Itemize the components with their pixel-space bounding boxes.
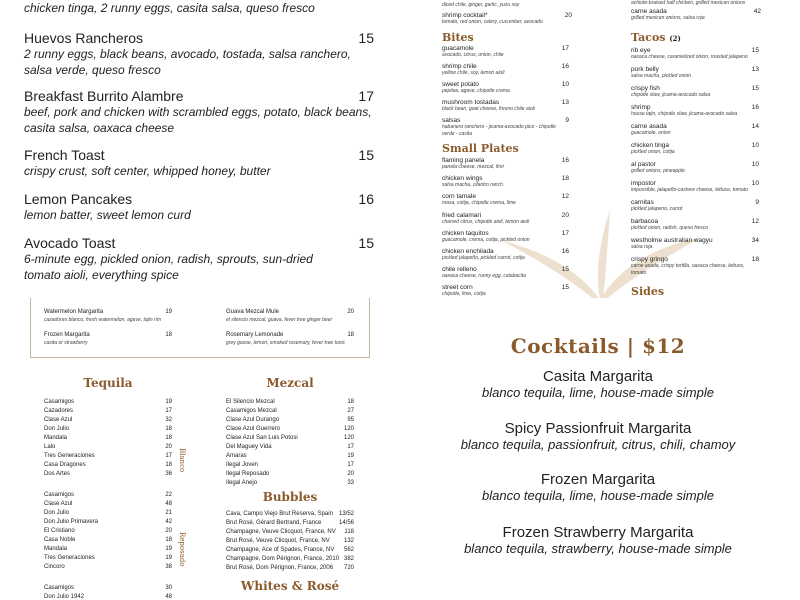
list-item[interactable] — [442, 193, 569, 207]
item-price: 19 — [165, 399, 172, 405]
item-price: 16 — [561, 248, 569, 255]
item-price: 13 — [751, 66, 759, 73]
item-name: crispy fish — [631, 85, 660, 92]
list-item[interactable] — [226, 528, 354, 536]
list-item[interactable] — [631, 161, 759, 175]
item-name: Casa Noble — [44, 537, 76, 543]
item-price: 20 — [347, 471, 354, 477]
item-price: 15 — [561, 284, 569, 292]
item-price: 120 — [343, 426, 354, 432]
menu-item-lemon-pancakes[interactable] — [24, 191, 376, 223]
cocktail-item[interactable]: Spicy Passionfruit Margarita blanco tequila, passionfruit, citrus, chili, chamoy — [460, 420, 736, 452]
item-desc: oaxaca cheese, caramelized onion, roasted jalapeno — [631, 54, 748, 60]
list-item[interactable] — [631, 237, 759, 251]
list-item[interactable] — [44, 461, 172, 469]
item-name: Don Julio 1942 — [44, 594, 85, 600]
item-desc: lemon batter, sweet lemon curd — [24, 208, 191, 222]
item-name: rib eye — [631, 47, 651, 54]
list-item[interactable] — [631, 142, 759, 156]
section-title-bubbles: Bubbles — [262, 490, 318, 504]
list-item[interactable] — [226, 452, 354, 460]
item-desc: yellow chile, soy, lemon aioli — [442, 70, 505, 76]
list-item[interactable] — [226, 434, 354, 442]
item-name: Casamigos — [44, 585, 75, 591]
list-item[interactable] — [631, 218, 759, 232]
item-price: 18 — [165, 462, 172, 468]
item-desc: beef, pork and chicken with scrambled eggs, potato, black beans, — [24, 105, 372, 119]
item-name: sweet potato — [442, 81, 479, 88]
list-item[interactable] — [44, 398, 172, 406]
item-name: Cava, Campo Viejo Brut Reserva, Spain — [226, 511, 333, 517]
item-price: 13/52 — [338, 511, 354, 517]
list-item[interactable] — [631, 66, 759, 80]
item-price: 18 — [165, 435, 172, 441]
list-item[interactable] — [631, 123, 759, 137]
list-item[interactable] — [44, 425, 172, 433]
item-price: 95 — [347, 417, 354, 423]
list-item[interactable] — [631, 199, 759, 213]
list-item[interactable] — [442, 157, 569, 171]
item-name: chicken wings — [442, 175, 483, 183]
item-price: 120 — [343, 435, 354, 441]
item-name: French Toast — [24, 147, 105, 163]
item-price: 15 — [358, 30, 374, 46]
section-title-sides: Sides — [631, 285, 665, 298]
list-item[interactable] — [226, 416, 354, 424]
item-desc: pickled onion, radish, queso fresco — [631, 225, 708, 231]
item-price: 48 — [165, 594, 172, 600]
list-item[interactable] — [44, 593, 172, 600]
list-item[interactable] — [631, 47, 759, 61]
cocktails-panel — [400, 298, 800, 600]
item-desc: pepitas, agave, chipotle crema — [442, 88, 510, 94]
item-price: 17 — [347, 462, 354, 468]
list-item[interactable] — [226, 510, 354, 518]
item-price: 12 — [751, 218, 759, 225]
reposado-label: Reposado — [178, 532, 186, 567]
item-desc: impossible, jalapeño-cashew cheese, lettuce, tomato — [631, 187, 749, 193]
list-item[interactable] — [442, 117, 569, 138]
item-desc: casita salsa, oaxaca cheese — [24, 121, 175, 135]
item-name: Champagne, Veuve Clicquot, France, NV — [226, 529, 336, 535]
cocktail-item[interactable]: Frozen Strawberry Margarita blanco tequila, strawberry, house-made simple — [464, 524, 732, 556]
list-item[interactable] — [442, 63, 569, 77]
item-price: 34 — [751, 237, 759, 244]
item-price: 15 — [358, 235, 374, 251]
item-price: 30 — [165, 585, 172, 591]
list-item[interactable] — [442, 212, 569, 226]
list-item[interactable] — [631, 180, 759, 194]
list-item[interactable] — [44, 545, 172, 553]
list-item[interactable]: Frozen Margarita casita or strawberry 18 — [44, 332, 172, 346]
item-desc: guacamole, crema, cotija, pickled onion — [442, 236, 530, 243]
item-price: 562 — [343, 547, 354, 553]
item-price: 21 — [165, 510, 172, 516]
list-item[interactable] — [44, 554, 172, 562]
item-desc: panela cheese, mezcal, fire! — [442, 164, 505, 170]
list-item[interactable] — [44, 509, 172, 517]
breakfast-panel — [0, 0, 400, 298]
item-desc: crispy crust, soft center, whipped honey, butter — [24, 164, 271, 178]
item-price: 22 — [165, 492, 172, 498]
item-price: 18 — [751, 256, 759, 263]
list-item[interactable] — [442, 284, 569, 298]
section-title-tequila: Tequila — [83, 376, 133, 390]
item-price: 16 — [561, 63, 569, 70]
item-price: 27 — [347, 408, 354, 414]
list-item[interactable] — [442, 230, 569, 244]
blanco-label: Blanco — [178, 448, 186, 473]
item-desc: pickled jalapeno, carrot — [631, 206, 683, 212]
item-name: crispy gringo — [631, 256, 668, 263]
item-name: chile relleno — [442, 266, 477, 274]
list-item[interactable] — [44, 527, 172, 535]
item-name: mushroom tostadas — [442, 99, 500, 106]
list-item[interactable] — [226, 425, 354, 433]
list-item[interactable]: Watermelon Margarita cazadores blanco, fresh watermelon, agave, tajin rim 19 — [44, 309, 172, 323]
item-desc: chipotle slaw, jicama-avocado salsa — [631, 92, 711, 98]
item-price: 15 — [358, 147, 374, 163]
menu-item-huevos-rancheros[interactable] — [24, 30, 376, 78]
item-name: Don Julio — [44, 510, 70, 516]
list-item[interactable] — [442, 81, 569, 95]
list-item[interactable] — [226, 398, 354, 406]
menu-item-french-toast[interactable] — [24, 147, 376, 179]
item-name: pork belly — [631, 66, 659, 73]
item-price: 19 — [165, 546, 172, 552]
list-item[interactable] — [631, 104, 759, 118]
item-price: 16 — [358, 191, 374, 207]
item-price: 17 — [561, 45, 569, 52]
item-desc: tomato aioli, everything spice — [24, 268, 179, 282]
item-name: Ilegal Reposado — [226, 471, 270, 477]
item-name: El Silencio Mezcal — [226, 399, 275, 405]
list-item[interactable] — [44, 584, 172, 592]
item-desc: salsa macha, cilantro ranch — [442, 182, 503, 189]
list-item[interactable] — [226, 519, 354, 527]
item-price: 14 — [751, 123, 759, 130]
item-desc: carne asada, crispy tortilla, oaxaca cheese, lettuce, tomato — [631, 263, 745, 276]
item-price: 15 — [561, 266, 569, 274]
item-name: El Cristiano — [44, 528, 75, 534]
item-name: Brut Rosé, Gérard Bertrand, France — [226, 520, 322, 526]
item-price: 17 — [347, 444, 354, 450]
list-item[interactable] — [44, 443, 172, 451]
item-desc: salsa verde, queso fresco — [24, 63, 161, 77]
list-item[interactable] — [226, 470, 354, 478]
item-name: Champagne, Ace of Spades, France, NV — [226, 547, 335, 553]
item-name: Casa Dragones — [44, 462, 86, 468]
list-item[interactable]: shrimp cocktail* tomato, red onion, celery, cucumber, avocado 20 — [442, 12, 572, 25]
item-desc: pickled onion, cotija — [631, 149, 675, 155]
item-name: street corn — [442, 284, 473, 292]
item-price: 38 — [165, 564, 172, 570]
list-item[interactable] — [226, 546, 354, 554]
item-name: shrimp — [631, 104, 651, 111]
item-price: 33 — [347, 480, 354, 486]
list-item[interactable]: Guava Mezcal Mule el silencio mezcal, guava, fever tree ginger beer 20 — [226, 309, 354, 323]
item-price: 17 — [165, 453, 172, 459]
item-desc: oaxaca cheese, runny egg, calabacita — [442, 273, 526, 280]
item-price: 20 — [165, 444, 172, 450]
item-name: westholme australian wagyu — [631, 237, 713, 244]
list-item[interactable] — [442, 45, 569, 59]
item-price: 17 — [165, 408, 172, 414]
food-menu-panel — [400, 0, 800, 298]
item-price: 13 — [561, 99, 569, 106]
item-price: 48 — [165, 501, 172, 507]
item-price: 720 — [343, 565, 354, 571]
menu-item-avocado-toast[interactable] — [24, 235, 376, 283]
list-item: achiote-braised half chicken, grilled mexican onions — [631, 0, 746, 6]
item-price: 17 — [561, 229, 569, 237]
item-price: 382 — [343, 556, 354, 562]
list-item[interactable] — [226, 537, 354, 545]
item-desc: pickled jalapeño, pickled carrot, cotija — [442, 255, 525, 261]
item-name: chicken taquitos — [442, 229, 489, 237]
item-desc: 6-minute egg, pickled onion, radish, sprouts, sun-dried — [24, 252, 313, 266]
item-price: 16 — [751, 104, 759, 111]
list-item[interactable] — [442, 175, 569, 189]
top-item-desc: chicken tinga, 2 runny eggs, casita salsa, queso fresco — [24, 1, 315, 15]
item-name: Amaras — [226, 453, 247, 459]
item-desc: avocado, citrus, onion, chile — [442, 52, 504, 58]
item-name: Breakfast Burrito Alambre — [24, 88, 184, 104]
item-desc: grilled onions, pineapple — [631, 168, 685, 174]
item-name: chicken tinga — [631, 142, 669, 149]
list-item[interactable] — [44, 491, 172, 499]
item-price: 18 — [165, 426, 172, 432]
list-item: diced chile, ginger, garlic, yuzu soy — [442, 2, 520, 8]
section-title-whites-rose: Whites & Rosé — [240, 579, 340, 593]
list-item[interactable] — [226, 407, 354, 415]
item-desc: chipotle, lime, cotija — [442, 291, 486, 298]
section-title-mezcal: Mezcal — [266, 376, 314, 390]
item-price: 32 — [165, 417, 172, 423]
list-item[interactable] — [44, 407, 172, 415]
list-item[interactable] — [226, 564, 354, 572]
item-name: corn tamale — [442, 193, 476, 201]
menu-item-breakfast-burrito[interactable] — [24, 88, 376, 136]
item-name: fried calamari — [442, 211, 482, 219]
item-desc: black bean, goat cheese, fresno chile aioli — [442, 106, 535, 112]
item-name: flaming panela — [442, 157, 485, 164]
item-price: 132 — [343, 538, 354, 544]
item-name: Cazadores — [44, 408, 74, 414]
list-item[interactable] — [631, 256, 759, 277]
list-item[interactable] — [44, 470, 172, 478]
item-name: Dos Artes — [44, 471, 71, 477]
item-desc: house tajin, chipotle slaw, jicama-avocado salsa — [631, 111, 738, 117]
item-name: Mandala — [44, 435, 68, 441]
item-desc: 2 runny eggs, black beans, avocado, tostada, salsa ranchero, — [24, 47, 351, 61]
item-price: 20 — [561, 211, 569, 219]
list-item[interactable] — [442, 266, 569, 280]
item-desc: charred citrus, chipotle aioli, lemon aioli — [442, 218, 530, 225]
item-name: Clase Azul — [44, 501, 73, 507]
item-name: impostor — [631, 180, 656, 187]
list-item[interactable]: carne asada grilled mexican onions, salsa roja 42 — [631, 8, 761, 21]
item-name: Tres Generaciones — [44, 453, 95, 459]
item-name: chicken enchilada — [442, 248, 494, 255]
item-price: 20 — [165, 528, 172, 534]
item-price: 10 — [561, 81, 569, 88]
item-price: 10 — [751, 180, 759, 187]
list-item[interactable] — [44, 434, 172, 442]
item-name: Don Julio — [44, 426, 70, 432]
item-desc: guacamole, onion — [631, 130, 671, 136]
item-price: 19 — [347, 453, 354, 459]
section-title-small-plates: Small Plates — [442, 142, 519, 155]
section-title-bites: Bites — [442, 31, 474, 44]
section-title-tacos: Tacos (2) — [631, 31, 681, 44]
item-price: 36 — [165, 471, 172, 477]
list-item[interactable] — [44, 563, 172, 571]
item-desc: masa, cotija, chipotle crema, lime — [442, 200, 516, 207]
list-item[interactable] — [442, 99, 569, 113]
list-item[interactable] — [44, 416, 172, 424]
item-name: Cincoro — [44, 564, 65, 570]
list-item[interactable] — [44, 452, 172, 460]
item-price: 18 — [347, 399, 354, 405]
cocktails-title: Cocktails | $12 — [510, 334, 686, 358]
item-name: carne asada — [631, 123, 667, 130]
item-name: Tres Generaciones — [44, 555, 95, 561]
item-name: Don Julio Primavera — [44, 519, 99, 525]
mocktail-box — [30, 298, 370, 358]
item-name: Ilegal Joven — [226, 462, 259, 468]
item-price: 9 — [565, 117, 569, 124]
item-name: salsas — [442, 117, 461, 124]
item-name: Mandala — [44, 546, 68, 552]
list-item[interactable] — [226, 479, 354, 487]
item-name: al pastor — [631, 161, 656, 168]
list-item[interactable] — [44, 518, 172, 526]
drinks-panel — [0, 298, 400, 600]
item-name: Lalo — [44, 444, 56, 450]
item-name: Clase Azul Guerrero — [226, 426, 281, 432]
item-price: 18 — [165, 537, 172, 543]
item-price: 19 — [165, 555, 172, 561]
item-name: guacamole — [442, 45, 474, 52]
item-price: 42 — [165, 519, 172, 525]
list-item[interactable] — [226, 443, 354, 451]
item-name: Avocado Toast — [24, 235, 116, 251]
item-desc: habanero ranchero - jicama-avocado pico - chipotle verde - casita — [442, 124, 556, 137]
item-name: Clase Azul San Luis Potosi — [226, 435, 298, 441]
item-name: Brut Rosé, Veuve Clicquot, France, NV — [226, 538, 330, 544]
item-price: 15 — [751, 47, 759, 54]
item-price: 9 — [755, 199, 759, 206]
item-name: carnitas — [631, 199, 654, 206]
item-name: Casamigos Mezcal — [226, 408, 277, 414]
list-item[interactable] — [44, 500, 172, 508]
item-name: shrimp chile — [442, 63, 477, 70]
list-item[interactable] — [442, 248, 569, 262]
item-name: Champagne, Dom Pérignon, France, 2010 — [226, 556, 340, 562]
item-desc: salsa roja — [631, 244, 653, 250]
item-price: 17 — [358, 88, 374, 104]
item-price: 12 — [561, 193, 569, 201]
list-item[interactable] — [226, 555, 354, 563]
item-name: Clase Azul Durango — [226, 417, 280, 423]
item-price: 18 — [561, 175, 569, 183]
item-price: 118 — [344, 529, 354, 535]
item-name: Brut Rosé, Dom Pérignon, France, 2006 — [226, 565, 334, 571]
item-desc: salsa macha, pickled onion — [631, 73, 692, 79]
item-name: Lemon Pancakes — [24, 191, 133, 207]
item-price: 14/56 — [338, 520, 354, 526]
item-price: 10 — [751, 142, 759, 149]
item-name: Casamigos — [44, 399, 75, 405]
item-name: Casamigos — [44, 492, 75, 498]
item-name: Clase Azul — [44, 417, 73, 423]
list-item[interactable] — [631, 85, 759, 99]
item-price: 10 — [751, 161, 759, 168]
item-name: Huevos Rancheros — [24, 30, 144, 46]
cocktail-item[interactable]: Frozen Margarita blanco tequila, lime, house-made simple — [482, 471, 714, 503]
item-name: barbacoa — [631, 218, 659, 225]
item-name: Ilegal Anejo — [226, 480, 258, 486]
cocktail-item[interactable]: Casita Margarita blanco tequila, lime, house-made simple — [482, 368, 714, 400]
item-name: Del Maguey Vida — [226, 444, 272, 450]
item-price: 16 — [561, 157, 569, 164]
item-price: 15 — [751, 85, 759, 92]
list-item[interactable]: Rosemary Lemonade grey goose, lemon, smoked rosemary, fever tree tonic 18 — [226, 332, 354, 346]
list-item[interactable] — [44, 536, 172, 544]
list-item[interactable] — [226, 461, 354, 469]
